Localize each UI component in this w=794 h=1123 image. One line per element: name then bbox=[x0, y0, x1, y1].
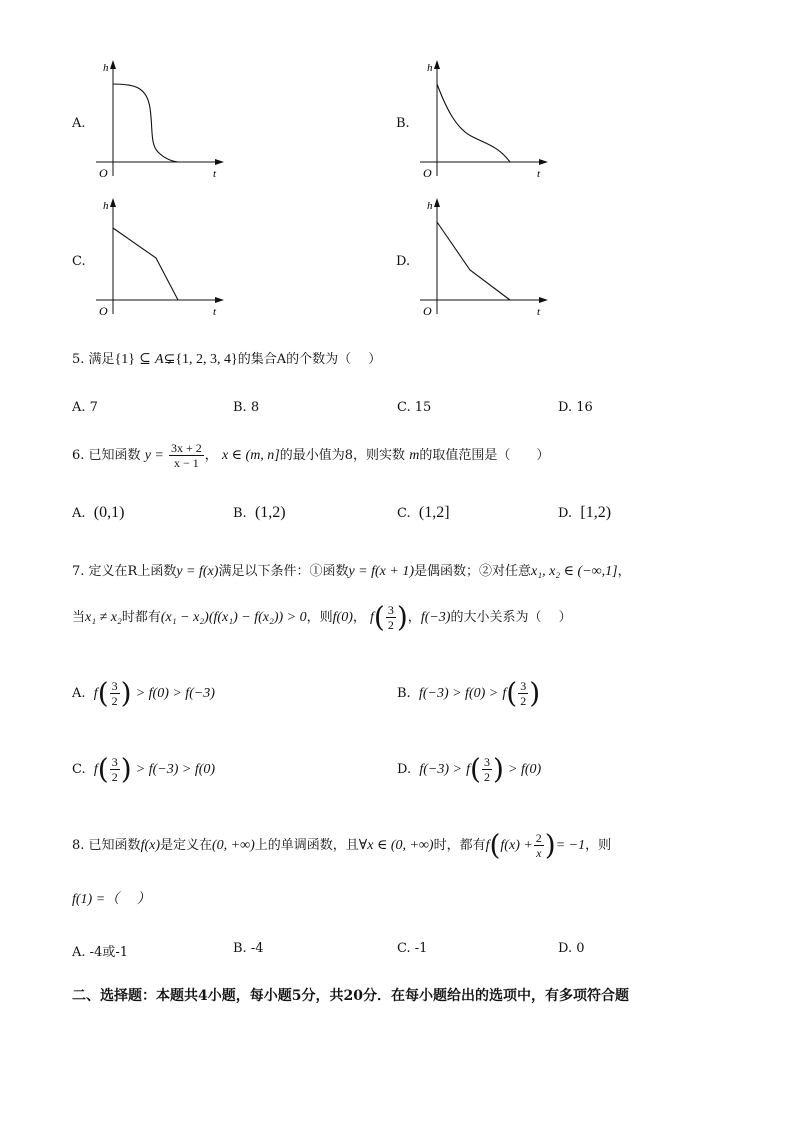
section-2-heading: 二、选择题：本题共4小题，每小题5分，共20分．在每小题给出的选项中，有多项符合题 bbox=[72, 988, 629, 1004]
graph-b bbox=[416, 58, 556, 184]
q5-option-c: C. 15 bbox=[397, 400, 432, 415]
graph-b-origin: O bbox=[423, 166, 432, 180]
graph-a-origin: O bbox=[99, 166, 108, 180]
q5-set1: {1} bbox=[114, 352, 136, 367]
q5-post: 的集合A的个数为（ ） bbox=[237, 352, 382, 367]
q5-a: A bbox=[155, 352, 164, 367]
q6-domain: x ∈ (m, n] bbox=[221, 448, 280, 463]
q6-post: 的取值范围是（ ） bbox=[419, 448, 550, 463]
q7-option-c: C. f( $\frac{3}{2}$ ) > f(−3) > f(0) bbox=[72, 752, 216, 786]
q6-mid: 的最小值为8，则实数 bbox=[279, 448, 406, 463]
q8-option-a: A. -4或-1 bbox=[72, 945, 128, 960]
q5-option-b: B. 8 bbox=[233, 400, 260, 415]
graph-c-t: t bbox=[213, 306, 217, 318]
q8-option-d: D. 0 bbox=[558, 941, 585, 956]
q7-option-a: A. f( $\frac{3}{2}$ ) > f(0) > f(−3) bbox=[72, 676, 215, 710]
graph-a-t: t bbox=[213, 168, 217, 180]
graph-c bbox=[92, 196, 232, 322]
question-6: 6. 已知函数 y = $\frac{3x + 2}{x - 1}$ ， x ∈ (m, n]的最小值为8，则实数 m的取值范围是（ ） bbox=[72, 441, 550, 470]
graph-d-label: D. bbox=[396, 254, 411, 269]
graph-d bbox=[416, 196, 556, 322]
q5-proper: ⊊ bbox=[163, 352, 176, 367]
q5-option-a: A. 7 bbox=[72, 400, 98, 415]
q6-option-c: C. (1,2] bbox=[397, 504, 450, 521]
graph-c-label: C. bbox=[72, 254, 86, 269]
q6-option-a: A. (0,1) bbox=[72, 504, 125, 521]
graph-d-h: h bbox=[427, 200, 433, 212]
q5-option-d: D. 16 bbox=[558, 400, 593, 415]
q7-option-d: D. f(−3) > f( $\frac{3}{2}$ ) > f(0) bbox=[397, 752, 542, 786]
question-7-line-2: 当x₁ ≠ x₂时都有(x₁ − x₂)(f(x₁) − f(x₂)) > 0，则f(0)， f( $\frac{3}{2}$ )，f(−3)的大小关系为（ ） bbox=[72, 600, 572, 634]
graph-c-h: h bbox=[103, 200, 109, 212]
q6-number: 6. bbox=[72, 448, 85, 463]
graph-a-label: A. bbox=[72, 116, 86, 131]
graph-b-t: t bbox=[537, 168, 541, 180]
question-5 bbox=[72, 348, 381, 368]
q6-option-d: D. [1,2) bbox=[558, 504, 612, 521]
q6-option-b: B. (1,2) bbox=[233, 504, 286, 521]
q8-option-c: C. -1 bbox=[397, 941, 428, 956]
q6-pre: 已知函数 bbox=[88, 448, 141, 463]
graph-b-label: B. bbox=[396, 116, 410, 131]
question-7-line-1: 7. 定义在R上函数y = f(x)满足以下条件：①函数y = f(x + 1)是偶函数；②对任意x₁, x₂ ∈ (−∞,1]， bbox=[72, 564, 631, 579]
q6-y: y = bbox=[144, 448, 164, 463]
graph-b-h: h bbox=[427, 62, 433, 74]
q5-number: 5. bbox=[72, 352, 85, 367]
question-8-line-1: 8. 已知函数f(x)是定义在(0, +∞)上的单调函数，且∀x ∈ (0, +∞)时，都有f(f(x) + $\frac{2}{x}$ )= −1，则 bbox=[72, 828, 612, 862]
q5-pre: 满足 bbox=[88, 352, 115, 367]
q7-option-b: B. f(−3) > f(0) > f( $\frac{3}{2}$ ) bbox=[397, 676, 541, 710]
question-8-line-2: f(1) =（ ） bbox=[72, 892, 151, 907]
graph-a bbox=[92, 58, 232, 184]
q6-m: m bbox=[409, 448, 420, 463]
graph-a-h: h bbox=[103, 62, 109, 74]
graph-d-t: t bbox=[537, 306, 541, 318]
q5-subset: ⊆ bbox=[139, 352, 151, 367]
q6-fraction: $\frac{3x + 2}{x - 1}$ bbox=[171, 441, 202, 470]
q8-option-b: B. -4 bbox=[233, 941, 264, 956]
graph-d-origin: O bbox=[423, 304, 432, 318]
graph-c-origin: O bbox=[99, 304, 108, 318]
q5-set2: {1, 2, 3, 4} bbox=[175, 352, 238, 367]
